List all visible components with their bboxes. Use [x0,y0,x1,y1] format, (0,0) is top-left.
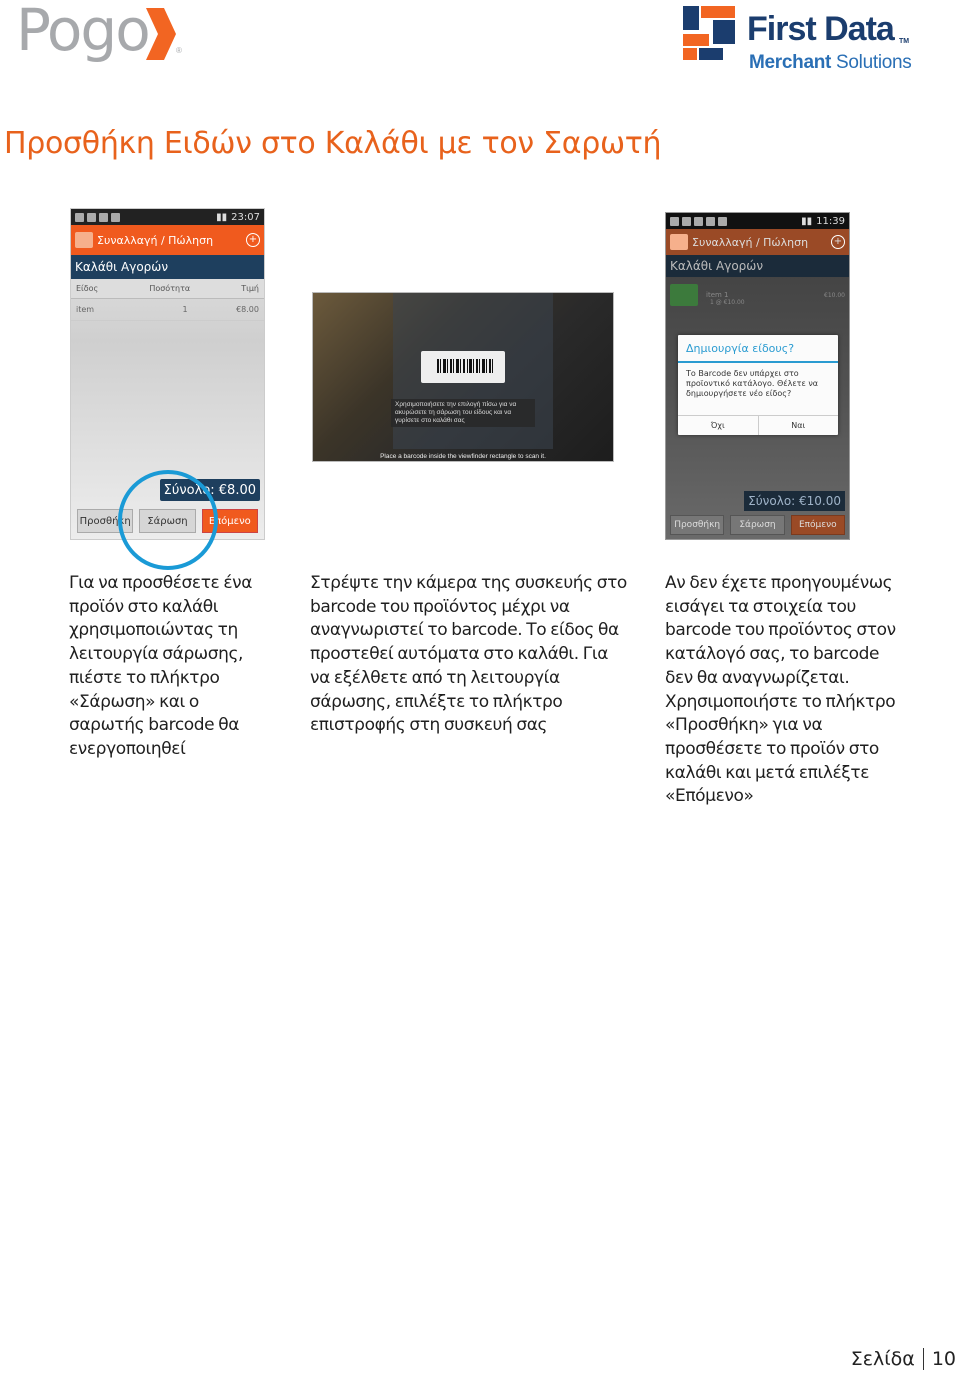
caption-unknown-barcode: Αν δεν έχετε προηγουμένως εισάγει τα στοιχεία του barcode του προϊόντος στον κατάλογό σας, το barcode δεν θα αναγνωρίζεται. Χρησιμοποιήστε το πλήκτρο «Προσθήκη» για να προσθέσετε το προϊόν στο καλάθι και μετά επιλέξτε «Επόμενο» [665,573,896,807]
add-button[interactable]: Προσθήκη [670,515,724,535]
app-icon [75,232,93,248]
dialog-message: Το Barcode δεν υπάρχει στο προϊοντικό κατάλογο. Θέλετε να δημιουργήσετε νέο είδος? [686,369,819,398]
dialog-title: Δημιουργία είδους? [678,335,838,363]
signal-icon: ▮▮ [216,211,228,223]
page-title: Προσθήκη Ειδών στο Καλάθι με τον Σαρωτή [4,126,662,161]
status-right [801,216,845,227]
scan-tip: Χρησιμοποιήσετε την επιλογή πίσω για να ακυρώσετε τη σάρωση του είδους και να γυρίσετε στο καλάθι σας [391,399,535,427]
status-icons [75,213,120,222]
cart-buttons [670,515,845,535]
page-footer [851,1348,956,1370]
add-icon[interactable]: + [246,233,260,247]
merchant-solutions-text [749,52,912,74]
next-button[interactable]: Επόμενο [202,509,258,533]
scan-button-highlight [118,470,218,570]
column-qty: Ποσότητα [149,284,191,293]
dialog-buttons [678,415,838,435]
cart-header [666,255,849,277]
footer-separator [923,1348,924,1370]
first-data-tm: TM [899,38,910,45]
column-price: Τιμή [241,284,259,293]
add-button[interactable]: Προσθήκη [77,509,133,533]
scan-button[interactable]: Σάρωση [730,515,784,535]
dialog-no-button[interactable]: Όχι [678,416,759,435]
cart-icon [670,284,698,306]
caption-point-camera: Στρέψτε την κάμερα της συσκευής στο barcode του προϊόντος μέχρι να αναγνωριστεί το barcode. Το είδος θα προστεθεί αυτόματα στο καλάθι. Για να εξέλθετε από τη λειτουργία σάρωσης, επιλέξτε το πλήκτρο επιστροφής στη συσκευή σας [310,573,627,736]
app-icon [670,234,688,250]
cart-columns [71,279,264,299]
first-data-logo [683,6,943,72]
screenshot-scanner [312,292,614,462]
merchant-word: Merchant [749,52,832,73]
cart-title: Καλάθι Αγορών [670,259,764,273]
signal-icon: ▮▮ [801,215,813,227]
row-qty: 1 [182,305,188,314]
cart-title: Καλάθι Αγορών [75,260,169,274]
row-price: €10.00 [824,291,845,299]
status-right [216,212,260,223]
cart-row[interactable] [71,299,264,321]
dialog-yes-button[interactable]: Ναι [791,421,806,430]
action-bar [666,229,849,255]
pogo-logo [16,2,186,66]
cart-total: Σύνολο: €8.00 [160,479,260,501]
solutions-word: Solutions [831,52,912,73]
status-icons [670,217,727,226]
row-price: €8.00 [236,305,259,314]
barcode-icon [437,359,493,373]
cart-row[interactable] [666,277,849,313]
pogo-logo-text: Pogo [16,0,149,64]
cart-total: Σύνολο: €10.00 [744,491,845,511]
status-bar [666,213,849,229]
action-bar [71,225,264,255]
caption-scan-step: Για να προσθέσετε ένα προϊόν στο καλάθι χρησιμοποιώντας τη λειτουργία σάρωσης, πιέστε το πλήκτρο «Σάρωση» και ο σαρωτής barcode θα ενεργοποιηθεί [69,573,253,759]
page-label: Σελίδα [850,1348,915,1370]
row-item: item 1 [706,291,729,299]
status-time: 11:39 [816,215,845,227]
screenshot-create-item [665,212,850,540]
cart-header [71,255,264,279]
pogo-chevron-icon [144,6,178,62]
create-item-dialog [678,335,838,435]
action-bar-title: Συναλλαγή / Πώληση [97,233,214,247]
first-data-mark-icon [683,6,737,60]
column-item: Είδος [76,284,99,293]
pogo-registered-mark: ® [176,46,182,55]
row-item: item [76,305,95,314]
scan-hint: Place a barcode inside the viewfinder rectangle to scan it. [380,453,546,460]
page-number: 10 [931,1348,956,1370]
status-bar [71,209,264,225]
action-bar-title: Συναλλαγή / Πώληση [692,235,809,249]
first-data-name: First Data [747,10,894,48]
next-button[interactable]: Επόμενο [791,515,845,535]
add-icon[interactable]: + [831,235,845,249]
scan-button[interactable]: Σάρωση [139,509,195,533]
status-time: 23:07 [231,211,260,223]
row-item-sub: 1 @ €10.00 [710,299,745,306]
